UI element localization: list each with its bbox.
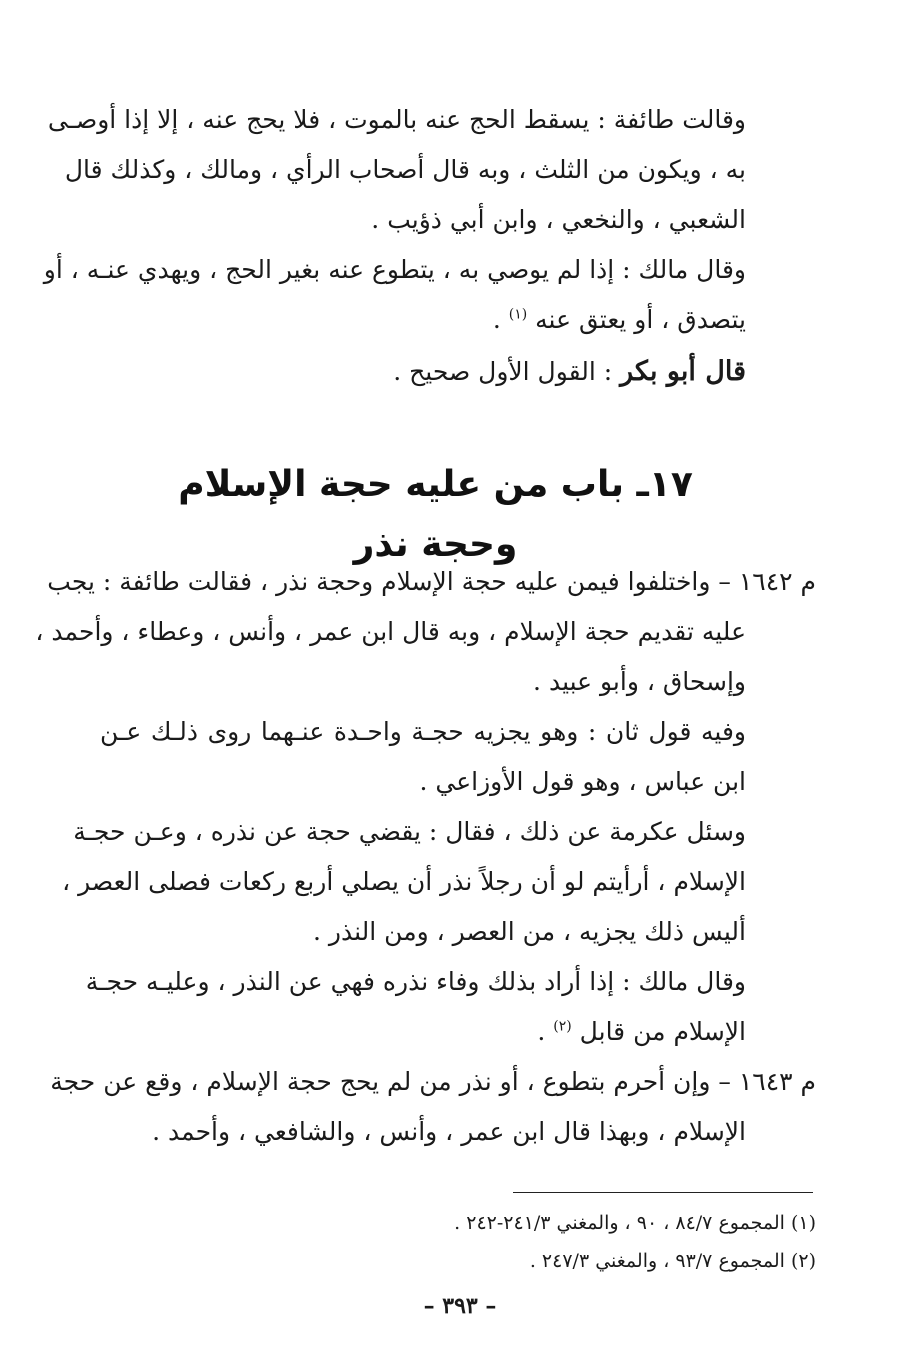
body-line: الإسلام ، وبهذا قال ابن عمر ، وأنس ، والشافعي ، وأحمد .	[152, 1117, 746, 1146]
body-line	[50, 1062, 816, 1102]
body-text: .	[492, 305, 509, 334]
footnote: (٢) المجموع ٩٣/٧ ، والمغني ٢٤٧/٣ .	[529, 1250, 816, 1272]
body-line: ابن عباس ، وهو قول الأوزاعي .	[419, 767, 746, 796]
footnote-ref: (١)	[508, 306, 528, 323]
body-text: يتصدق ، أو يعتق عنه	[535, 305, 746, 334]
body-line	[100, 352, 746, 392]
page-number: – ٣٩٣ –	[423, 1293, 497, 1319]
body-line: الإسلام ، أرأيتم لو أن رجلاً نذر أن يصلي أربع ركعات فصلى العصر ،	[62, 867, 746, 896]
entry-number: م ١٦٤٣ –	[718, 1067, 816, 1096]
body-line: وسئل عكرمة عن ذلك ، فقال : يقضي حجة عن نذره ، وعـن حجـة	[73, 817, 746, 846]
body-line: وفيه قول ثان : وهو يجزيه حجـة واحـدة عنـهما روى ذلـك عـن	[100, 717, 746, 746]
body-text: الإسلام من قابل	[579, 1017, 746, 1046]
entry-number: م ١٦٤٢ –	[718, 567, 816, 596]
footnote-divider	[513, 1192, 813, 1193]
body-line	[100, 300, 746, 340]
body-line: أليس ذلك يجزيه ، من العصر ، ومن النذر .	[313, 917, 746, 946]
body-line: به ، ويكون من الثلث ، وبه قال أصحاب الرأي ، ومالك ، وكذلك قال	[64, 155, 746, 184]
body-line: وقال مالك : إذا لم يوصي به ، يتطوع عنه بغير الحج ، ويهدي عنـه ، أو	[43, 255, 746, 284]
body-text: : القول الأول صحيح .	[393, 357, 621, 386]
body-line: وقال مالك : إذا أراد بذلك وفاء نذره فهي عن النذر ، وعليـه حجـة	[85, 967, 746, 996]
chapter-heading: ١٧ـ باب من عليه حجة الإسلام وحجة نذر	[178, 464, 693, 565]
body-text: .	[537, 1017, 554, 1046]
body-line: وقالت طائفة : يسقط الحج عنه بالموت ، فلا يحج عنه ، إلا إذا أوصـى	[47, 105, 746, 134]
body-line: الشعبي ، والنخعي ، وابن أبي ذؤيب .	[371, 205, 746, 234]
body-text: واختلفوا فيمن عليه حجة الإسلام وحجة نذر ، فقالت طائفة : يجب	[47, 567, 719, 596]
body-line: وإسحاق ، وأبو عبيد .	[533, 667, 746, 696]
footnote: (١) المجموع ٨٤/٧ ، ٩٠ ، والمغني ٢٤١/٣-٢٤٢ .	[454, 1212, 816, 1234]
body-line: عليه تقديم حجة الإسلام ، وبه قال ابن عمر ، وأنس ، وعطاء ، وأحمد ،	[35, 617, 746, 646]
body-line	[47, 562, 816, 602]
footnote-ref: (٢)	[553, 1018, 572, 1035]
body-line	[100, 1012, 746, 1052]
speaker-lead: قال أبو بكر	[620, 356, 746, 387]
body-text: وإن أحرم بتطوع ، أو نذر من لم يحج حجة الإسلام ، وقع عن حجة	[50, 1067, 719, 1096]
